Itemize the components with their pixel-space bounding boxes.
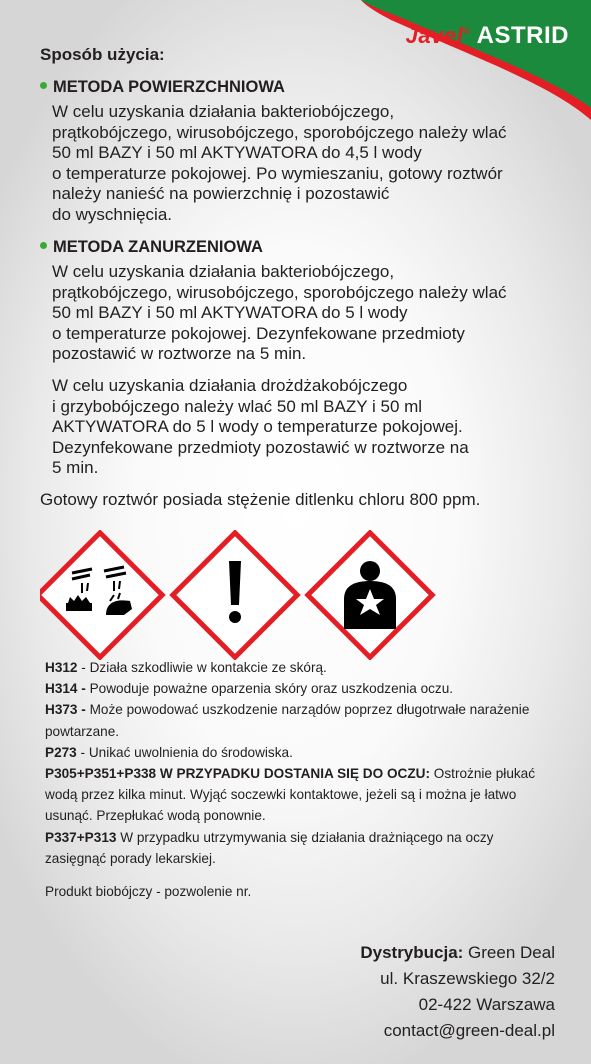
- concentration-text: Gotowy roztwór posiada stężenie ditlenku chloru 800 ppm.: [40, 490, 481, 509]
- distribution-block: [360, 940, 555, 1044]
- brand-prefix: Javel: [405, 23, 464, 48]
- distribution-email[interactable]: contact@green-deal.pl: [383, 1021, 555, 1040]
- hazard-h312: H312 - Działa szkodliwie w kontakcie ze skórą.: [45, 660, 327, 675]
- method-heading-immersion: METODA ZANURZENIOWA: [40, 238, 263, 257]
- corrosion-icon: [40, 533, 162, 657]
- distribution-city: 02-422 Warszawa: [418, 995, 555, 1014]
- method-heading-surface: METODA POWIERZCHNIOWA: [40, 78, 285, 97]
- distribution-company: Green Deal: [463, 943, 555, 962]
- method-immersion-text: W celu uzyskania działania bakteriobójczego, prątkobójczego, wirusobójczego, sporobójczego należy wlać 50 ml BAZY i 50 ml AKTYWATORA do 5 l wody o temperaturze pokojowej. Dezynfekowane przedmioty pozostawić w roztworze na 5 min.: [52, 262, 507, 364]
- brand-logo: [406, 22, 569, 50]
- biocide-note: Produkt biobójczy - pozwolenie nr.: [45, 884, 252, 899]
- precaution-p273: P273 - Unikać uwolnienia do środowiska.: [45, 744, 293, 760]
- brand-registered: ®: [463, 26, 471, 36]
- precaution-p337: P337+P313 W przypadku utrzymywania się działania drażniącego na oczy zasięgnąć porady lekarskiej.: [45, 829, 494, 866]
- method-immersion-text-2: W celu uzyskania działania drożdżakobójczego i grzybobójczego należy wlać 50 ml BAZY i 50 ml AKTYWATORA do 5 l wody o temperaturze pokojowej. Dezynfekowane przedmioty pozostawić w roztworze na 5 min.: [52, 376, 469, 478]
- distribution-street: ul. Kraszewskiego 32/2: [380, 969, 555, 988]
- exclamation-icon: [173, 533, 297, 657]
- hazard-statements: [45, 657, 545, 869]
- bullet-icon: [40, 242, 47, 249]
- usage-title: Sposób użycia:: [40, 45, 165, 64]
- health-hazard-icon: [308, 533, 432, 657]
- bullet-icon: [40, 82, 47, 89]
- brand-name: ASTRID: [476, 22, 569, 49]
- precaution-p305: P305+P351+P338 W PRZYPADKU DOSTANIA SIĘ DO OCZU: Ostrożnie płukać wodą przez kilka minut. Wyjąć soczewki kontaktowe, jeżeli są i można je łatwo usunąć. Przepłukać wodą ponownie.: [45, 766, 536, 824]
- distribution-label: Dystrybucja:: [360, 943, 464, 962]
- ghs-pictograms: [40, 530, 590, 660]
- hazard-h314: H314 - Powoduje poważne oparzenia skóry oraz uszkodzenia oczu.: [45, 681, 454, 697]
- hazard-h373: H373 - Może powodować uszkodzenie narządów poprzez długotrwałe narażenie powtarzane.: [45, 702, 530, 739]
- method-surface-text: W celu uzyskania działania bakteriobójczego, prątkobójczego, wirusobójczego, sporobójczego należy wlać 50 ml BAZY i 50 ml AKTYWATORA do 4,5 l wody o temperaturze pokojowej. Po wymieszaniu, gotowy roztwór należy nanieść na powierzchnię i pozostawić do wyschnięcia.: [52, 102, 507, 224]
